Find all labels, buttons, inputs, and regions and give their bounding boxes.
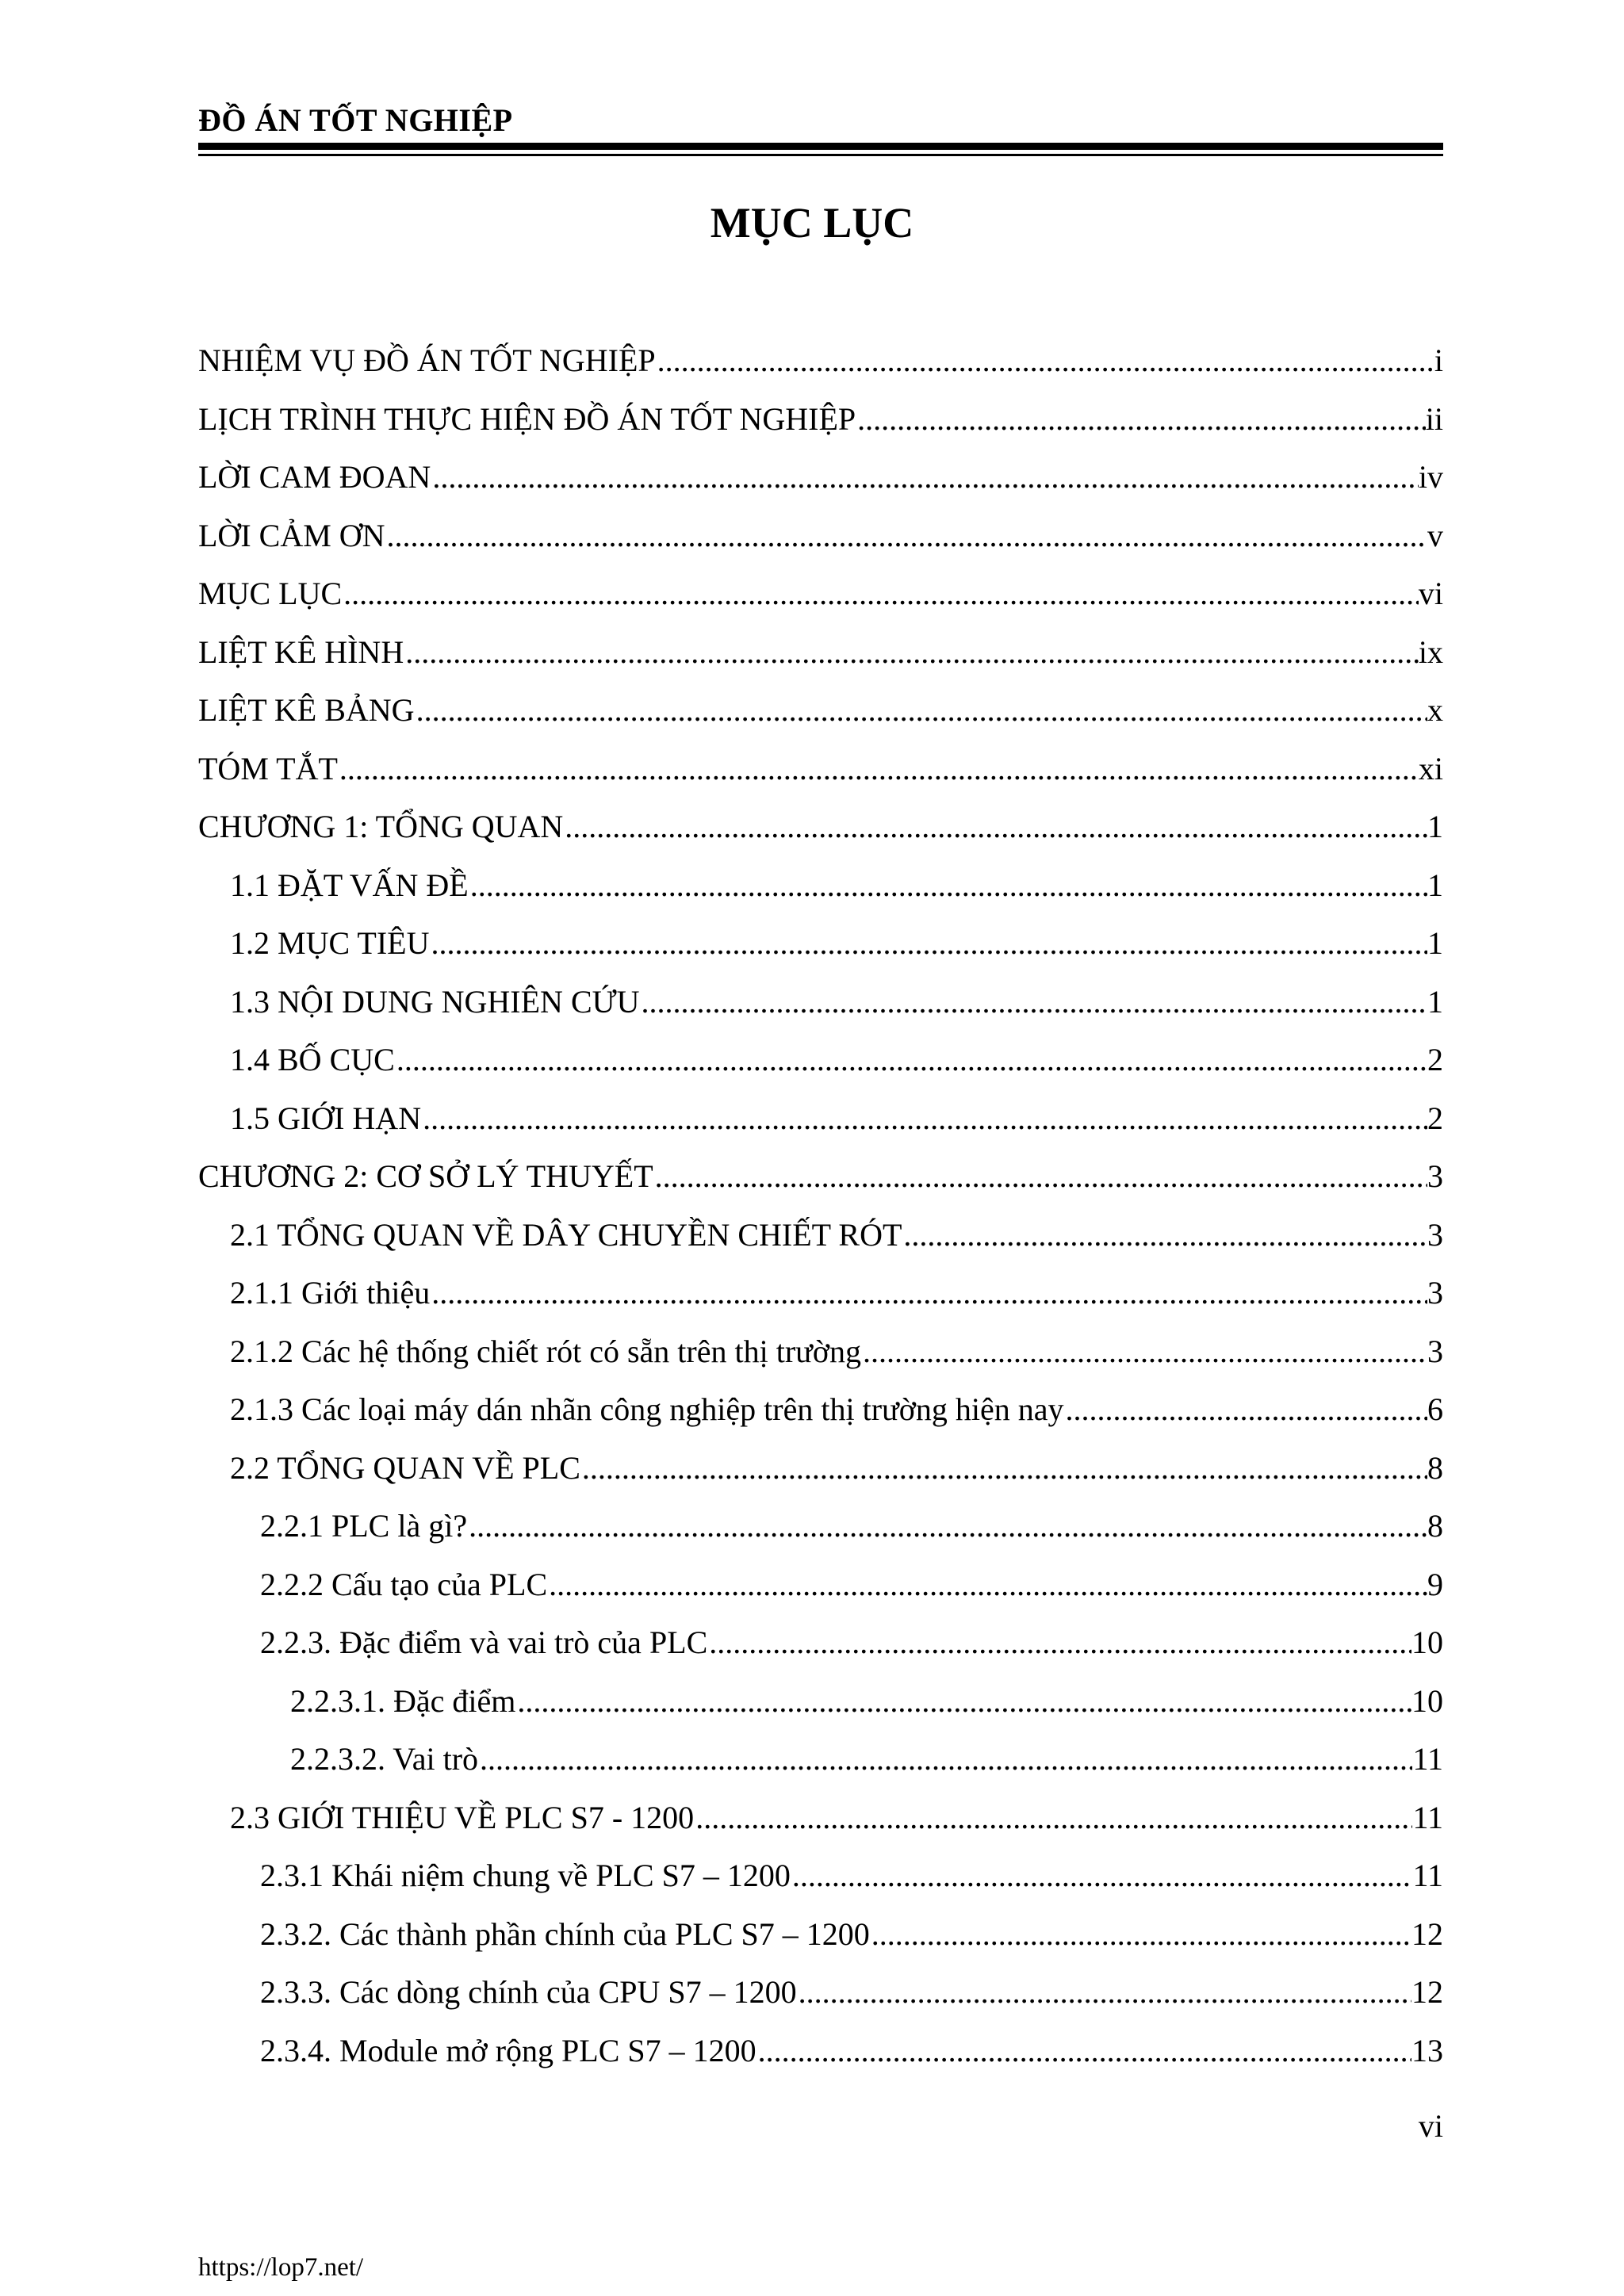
toc-dot-leader bbox=[580, 1439, 1427, 1498]
toc-dot-leader bbox=[478, 1730, 1412, 1789]
toc-entry-text: 2.2.3.1. Đặc điểm bbox=[290, 1682, 516, 1719]
toc-entry[interactable] bbox=[198, 507, 1443, 565]
toc-entry-text: NHIỆM VỤ ĐỒ ÁN TỐT NGHIỆP bbox=[198, 342, 656, 378]
page-title: MỤC LỤC bbox=[710, 199, 914, 247]
toc-entry[interactable] bbox=[198, 1556, 1443, 1614]
page-number: vi bbox=[1418, 2108, 1443, 2144]
toc-dot-leader bbox=[421, 1089, 1427, 1148]
toc-entry[interactable] bbox=[198, 564, 1443, 623]
toc-dot-leader bbox=[429, 914, 1427, 973]
toc-entry[interactable] bbox=[198, 1206, 1443, 1265]
toc-entry-page: 6 bbox=[1427, 1391, 1443, 1427]
toc-entry-page: 11 bbox=[1412, 1858, 1443, 1893]
toc-entry[interactable] bbox=[198, 1730, 1443, 1789]
toc-entry[interactable] bbox=[198, 973, 1443, 1031]
toc-entry[interactable] bbox=[198, 798, 1443, 856]
toc-entry-page: 11 bbox=[1412, 1741, 1443, 1777]
toc-entry-page: xi bbox=[1418, 750, 1443, 786]
toc-dot-leader bbox=[469, 856, 1427, 915]
toc-entry-text: 2.3.4. Module mở rộng PLC S7 – 1200 bbox=[260, 2032, 756, 2068]
toc-entry-text: 2.3 GIỚI THIỆU VỀ PLC S7 - 1200 bbox=[230, 1799, 695, 1835]
toc-dot-leader bbox=[870, 1905, 1411, 1964]
toc-entry[interactable] bbox=[198, 623, 1443, 682]
toc-entry-text: 2.2.2 Cấu tạo của PLC bbox=[260, 1566, 548, 1602]
toc-entry-text: CHƯƠNG 2: CƠ SỞ LÝ THUYẾT bbox=[198, 1158, 653, 1194]
toc-dot-leader bbox=[515, 1672, 1411, 1731]
toc-entry[interactable] bbox=[198, 1789, 1443, 1847]
toc-entry-page: ii bbox=[1425, 400, 1443, 437]
toc-dot-leader bbox=[467, 1497, 1427, 1556]
toc-entry-page: 1 bbox=[1427, 867, 1443, 903]
toc-entry-page: x bbox=[1427, 692, 1443, 728]
toc-entry-text: 2.2.3. Đặc điểm và vai trò của PLC bbox=[260, 1624, 708, 1660]
toc-entry[interactable] bbox=[198, 390, 1443, 449]
toc-entry-text: TÓM TẮT bbox=[198, 750, 338, 786]
toc-entry-text: 2.2 TỔNG QUAN VỀ PLC bbox=[230, 1449, 580, 1486]
toc-entry-text: LIỆT KÊ HÌNH bbox=[198, 633, 404, 670]
toc-entry-page: 12 bbox=[1411, 1915, 1443, 1952]
toc-entry-page: 9 bbox=[1427, 1566, 1443, 1602]
toc-entry-page: 1 bbox=[1427, 809, 1443, 844]
toc-entry-page: 13 bbox=[1411, 2032, 1443, 2068]
toc-entry-text: LỜI CAM ĐOAN bbox=[198, 459, 431, 495]
toc-entry-text: 1.5 GIỚI HẠN bbox=[230, 1100, 422, 1136]
toc-entry-page: 3 bbox=[1427, 1158, 1443, 1194]
toc-entry-page: 2 bbox=[1427, 1100, 1443, 1136]
toc-entry-page: 3 bbox=[1427, 1275, 1443, 1311]
toc-dot-leader bbox=[338, 740, 1419, 798]
toc-entry-page: 1 bbox=[1427, 983, 1443, 1020]
toc-dot-leader bbox=[707, 1613, 1411, 1672]
document-header-title: ĐỒ ÁN TỐT NGHIỆP bbox=[198, 102, 513, 138]
toc-dot-leader bbox=[431, 448, 1419, 507]
toc-entry-text: LỊCH TRÌNH THỰC HIỆN ĐỒ ÁN TỐT NGHIỆP bbox=[198, 400, 856, 437]
toc-entry-page: 2 bbox=[1427, 1042, 1443, 1077]
toc-dot-leader bbox=[547, 1556, 1427, 1614]
toc-entry-text: 1.3 NỘI DUNG NGHIÊN CỨU bbox=[230, 983, 640, 1020]
toc-entry[interactable] bbox=[198, 681, 1443, 740]
toc-entry-text: 2.3.1 Khái niệm chung về PLC S7 – 1200 bbox=[260, 1858, 791, 1893]
toc-entry-text: 2.1 TỔNG QUAN VỀ DÂY CHUYỀN CHIẾT RÓT bbox=[230, 1216, 902, 1253]
toc-entry-page: 10 bbox=[1411, 1682, 1443, 1719]
toc-entry-page: v bbox=[1427, 517, 1443, 553]
toc-entry-page: 10 bbox=[1411, 1624, 1443, 1660]
toc-entry[interactable] bbox=[198, 856, 1443, 915]
toc-entry[interactable] bbox=[198, 1846, 1443, 1905]
toc-dot-leader bbox=[404, 623, 1419, 682]
footer-url[interactable]: https://lop7.net/ bbox=[198, 2253, 364, 2282]
toc-entry-text: 1.2 MỤC TIÊU bbox=[230, 925, 430, 961]
toc-entry-text: 1.4 BỐ CỤC bbox=[230, 1042, 395, 1077]
toc-entry[interactable] bbox=[198, 1497, 1443, 1556]
toc-dot-leader bbox=[342, 564, 1419, 623]
toc-dot-leader bbox=[694, 1789, 1412, 1847]
toc-dot-leader bbox=[656, 331, 1434, 390]
toc-entry-text: 2.3.2. Các thành phần chính của PLC S7 – 1200 bbox=[260, 1915, 870, 1952]
toc-entry[interactable] bbox=[198, 1672, 1443, 1731]
toc-entry-page: vi bbox=[1418, 576, 1443, 611]
toc-entry[interactable] bbox=[198, 331, 1443, 390]
toc-entry-page: 12 bbox=[1411, 1974, 1443, 2010]
toc-entry-page: 8 bbox=[1427, 1449, 1443, 1486]
toc-entry-page: 3 bbox=[1427, 1333, 1443, 1369]
toc-entry-page: 8 bbox=[1427, 1508, 1443, 1544]
toc-entry[interactable] bbox=[198, 1439, 1443, 1498]
toc-entry[interactable] bbox=[198, 448, 1443, 507]
toc-dot-leader bbox=[902, 1206, 1427, 1265]
toc-entry-text: 2.1.3 Các loại máy dán nhãn công nghiệp trên thị trường hiện nay bbox=[230, 1391, 1064, 1427]
header-rule-thin bbox=[198, 154, 1443, 156]
toc-dot-leader bbox=[563, 798, 1427, 856]
toc-entry[interactable] bbox=[198, 1380, 1443, 1439]
toc-entry-page: 11 bbox=[1412, 1799, 1443, 1835]
toc-entry-text: 2.3.3. Các dòng chính của CPU S7 – 1200 bbox=[260, 1974, 797, 2010]
toc-entry-text: 2.2.1 PLC là gì? bbox=[260, 1508, 468, 1544]
toc-dot-leader bbox=[395, 1031, 1427, 1089]
toc-entry[interactable] bbox=[198, 1613, 1443, 1672]
toc-dot-leader bbox=[756, 2022, 1411, 2080]
toc-entry-page: i bbox=[1434, 342, 1443, 378]
toc-entry[interactable] bbox=[198, 740, 1443, 798]
toc-entry-text: 1.1 ĐẶT VẤN ĐỀ bbox=[230, 867, 469, 903]
toc-entry[interactable] bbox=[198, 1147, 1443, 1206]
toc-dot-leader bbox=[856, 390, 1426, 449]
toc-dot-leader bbox=[430, 1264, 1427, 1322]
toc-entry-text: 2.1.2 Các hệ thống chiết rót có sẵn trên thị trường bbox=[230, 1333, 861, 1369]
toc-entry[interactable] bbox=[198, 1089, 1443, 1148]
toc-entry-page: iv bbox=[1418, 459, 1443, 495]
toc-entry[interactable] bbox=[198, 2022, 1443, 2080]
toc-dot-leader bbox=[415, 681, 1427, 740]
toc-dot-leader bbox=[653, 1147, 1427, 1206]
toc-entry-text: LIỆT KÊ BẢNG bbox=[198, 692, 415, 728]
toc-dot-leader bbox=[385, 507, 1427, 565]
toc-entry-text: CHƯƠNG 1: TỔNG QUAN bbox=[198, 809, 564, 844]
toc-dot-leader bbox=[861, 1322, 1427, 1381]
header-rule-thick bbox=[198, 143, 1443, 150]
toc-entry-text: MỤC LỤC bbox=[198, 576, 343, 611]
toc-dot-leader bbox=[640, 973, 1427, 1031]
toc-entry-page: ix bbox=[1418, 633, 1443, 670]
toc-entry[interactable] bbox=[198, 1905, 1443, 1964]
toc-entry-text: 2.1.1 Giới thiệu bbox=[230, 1275, 431, 1311]
toc-entry[interactable] bbox=[198, 914, 1443, 973]
toc-entry[interactable] bbox=[198, 1963, 1443, 2022]
toc-entry-text: 2.2.3.2. Vai trò bbox=[290, 1741, 479, 1777]
toc-dot-leader bbox=[1063, 1380, 1427, 1439]
toc-dot-leader bbox=[791, 1846, 1413, 1905]
toc-entry[interactable] bbox=[198, 1031, 1443, 1089]
toc-entry-text: LỜI CẢM ƠN bbox=[198, 517, 385, 553]
toc-entry-page: 3 bbox=[1427, 1216, 1443, 1253]
toc-dot-leader bbox=[797, 1963, 1411, 2022]
toc-entry-page: 1 bbox=[1427, 925, 1443, 961]
table-of-contents bbox=[198, 331, 1443, 2080]
toc-entry[interactable] bbox=[198, 1264, 1443, 1322]
toc-entry[interactable] bbox=[198, 1322, 1443, 1381]
